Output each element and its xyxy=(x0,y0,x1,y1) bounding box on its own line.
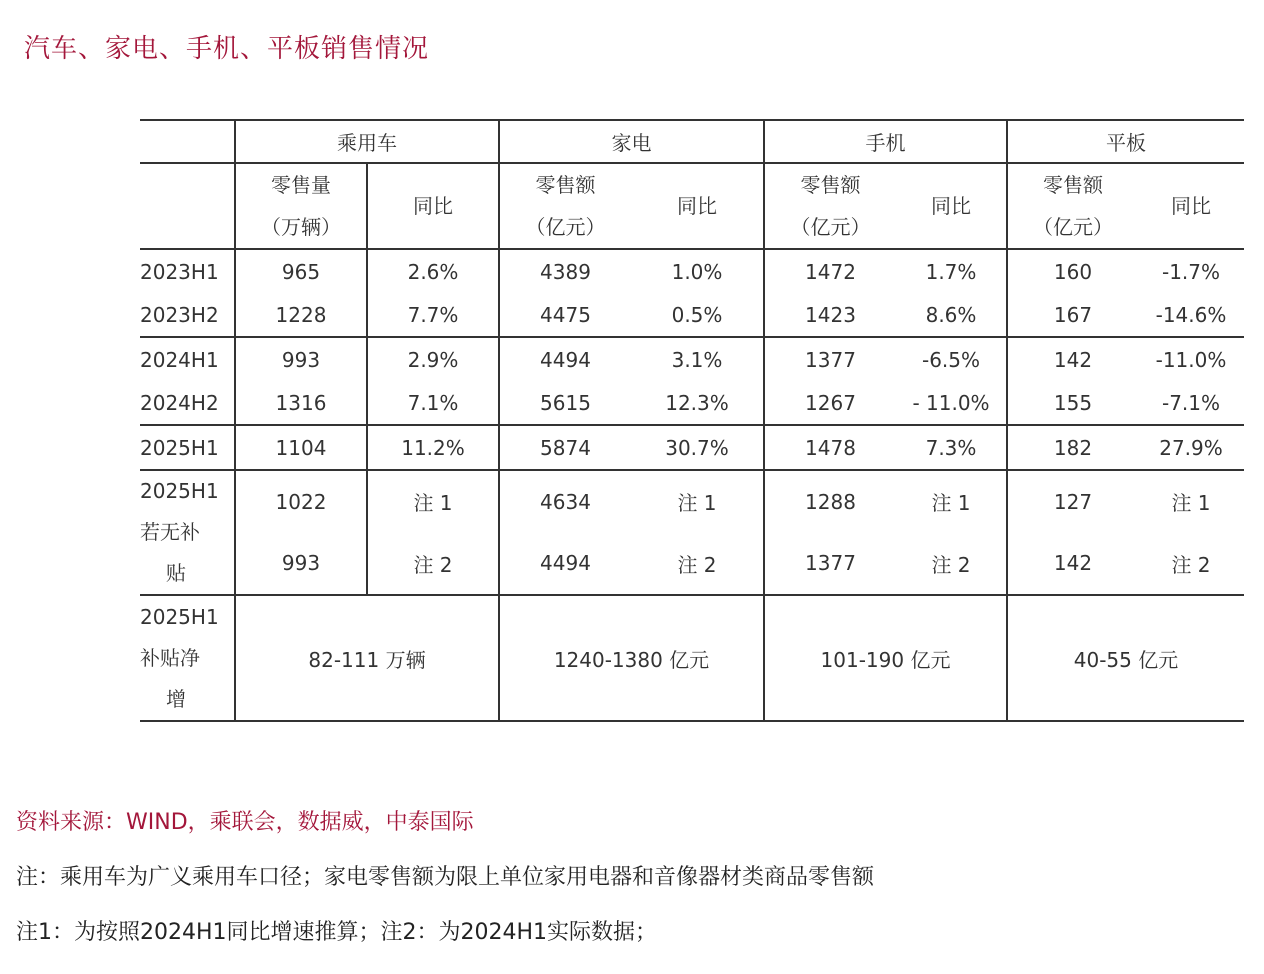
net-phone: 101-190 亿元 xyxy=(764,595,1007,721)
table-cell: 注 1 xyxy=(931,491,971,516)
table-cell: 1316 xyxy=(235,381,367,425)
table-cell: 4494 xyxy=(499,533,631,596)
table-cell: 1377 xyxy=(764,337,896,381)
table-cell: -1.7% xyxy=(1161,259,1221,284)
row-label-no-subsidy: 2025H1 若无补 贴 xyxy=(140,470,235,595)
row-label: 2024H1 xyxy=(140,347,219,372)
table-cell: 155 xyxy=(1007,381,1138,425)
table-cell: 160 xyxy=(1007,249,1138,293)
table-cell: 30.7% xyxy=(631,425,764,470)
table-cell: 注 2 xyxy=(896,533,1007,596)
table-cell: 8.6% xyxy=(896,293,1007,337)
table-cell: 993 xyxy=(235,337,367,381)
table-cell: 993 xyxy=(235,533,367,596)
table-cell: 167 xyxy=(1007,293,1138,337)
source-note: 资料来源：WIND，乘联会，数据威，中泰国际 xyxy=(16,810,474,835)
group-header-tablet: 平板 xyxy=(1007,120,1244,163)
table-cell: 4475 xyxy=(499,293,631,337)
table-row xyxy=(140,381,1244,425)
row-label: 2023H2 xyxy=(140,293,235,337)
table-cell: 1.0% xyxy=(671,259,723,284)
table-row xyxy=(140,595,1244,721)
table-cell: -11.0% xyxy=(1155,347,1227,372)
group-header-car: 乘用车 xyxy=(235,120,499,163)
table-cell: 1.7% xyxy=(925,259,977,284)
footnote: 注：乘用车为广义乘用车口径；家电零售额为限上单位家用电器和音像器材类商品零售额 xyxy=(16,865,875,890)
table-row xyxy=(140,470,1244,533)
table-cell: 1288 xyxy=(764,470,896,533)
table-cell: 3.1% xyxy=(671,347,723,372)
table-cell: 7.1% xyxy=(367,381,499,425)
table-cell: 1267 xyxy=(764,381,896,425)
table-cell: 1104 xyxy=(235,425,367,470)
table-cell: 4494 xyxy=(499,337,631,381)
page-title: 汽车、家电、手机、平板销售情况 xyxy=(24,34,430,64)
row-label: 2024H2 xyxy=(140,381,235,425)
table-row xyxy=(140,425,1244,470)
table-cell: - 11.0% xyxy=(896,381,1007,425)
table-cell: 注 2 xyxy=(631,533,764,596)
corner-cell xyxy=(140,120,235,163)
table-cell: 注 1 xyxy=(367,470,499,533)
table-cell: 2.9% xyxy=(367,337,499,381)
table-row xyxy=(140,249,1244,293)
table-cell: 1472 xyxy=(764,249,896,293)
table-cell: 1478 xyxy=(764,425,896,470)
corner-cell-sub xyxy=(140,163,235,249)
table-cell: 5874 xyxy=(499,425,631,470)
table-cell: 注 1 xyxy=(677,491,717,516)
table-cell: -6.5% xyxy=(921,347,981,372)
table-cell: 7.3% xyxy=(896,425,1007,470)
footnote-2: 注1：为按照2024H1同比增速推算；注2：为2024H1实际数据； xyxy=(16,920,658,945)
subheader-yoy: 同比 xyxy=(896,163,1007,249)
table-row xyxy=(140,293,1244,337)
table-cell: 12.3% xyxy=(631,381,764,425)
table-cell: 注 2 xyxy=(367,533,499,596)
table-cell: 0.5% xyxy=(631,293,764,337)
table-cell: 4634 xyxy=(499,470,631,533)
table-cell: 965 xyxy=(235,249,367,293)
table-cell: 127 xyxy=(1007,470,1138,533)
table-cell: 1022 xyxy=(235,470,367,533)
row-label-subsidy-net: 2025H1 补贴净 增 xyxy=(140,595,235,721)
table-cell: 注 2 xyxy=(1138,533,1244,596)
table-cell: 11.2% xyxy=(367,425,499,470)
subheader-tablet-sales: 零售额 （亿元） xyxy=(1007,163,1138,249)
table-cell: 4389 xyxy=(499,249,631,293)
subheader-appliance-sales: 零售额 （亿元） xyxy=(499,163,631,249)
group-header-appliance: 家电 xyxy=(499,120,764,163)
table-cell: 2.6% xyxy=(367,249,499,293)
net-car: 82-111 万辆 xyxy=(235,595,499,721)
table-cell: 27.9% xyxy=(1138,425,1244,470)
table-cell: 5615 xyxy=(499,381,631,425)
row-label: 2025H1 xyxy=(140,425,235,470)
subheader-car-volume: 零售量 （万辆） xyxy=(235,163,367,249)
row-label: 2023H1 xyxy=(140,259,219,284)
table-cell: 142 xyxy=(1007,337,1138,381)
table-row xyxy=(140,533,1244,596)
table-cell: 7.7% xyxy=(367,293,499,337)
group-header-phone: 手机 xyxy=(764,120,1007,163)
net-appliance: 1240-1380 亿元 xyxy=(499,595,764,721)
table-cell: -7.1% xyxy=(1138,381,1244,425)
subheader-yoy: 同比 xyxy=(367,163,499,249)
table-cell: 142 xyxy=(1007,533,1138,596)
table-cell: 1228 xyxy=(235,293,367,337)
net-tablet: 40-55 亿元 xyxy=(1007,595,1244,721)
subheader-phone-sales: 零售额 （亿元） xyxy=(764,163,896,249)
table-cell: 1377 xyxy=(764,533,896,596)
table-cell: 1423 xyxy=(764,293,896,337)
sales-table xyxy=(140,119,1244,722)
table-cell: 182 xyxy=(1007,425,1138,470)
table-cell: -14.6% xyxy=(1138,293,1244,337)
subheader-yoy: 同比 xyxy=(1138,163,1244,249)
table-row xyxy=(140,337,1244,381)
subheader-yoy: 同比 xyxy=(631,163,764,249)
table-cell: 注 1 xyxy=(1171,491,1211,516)
